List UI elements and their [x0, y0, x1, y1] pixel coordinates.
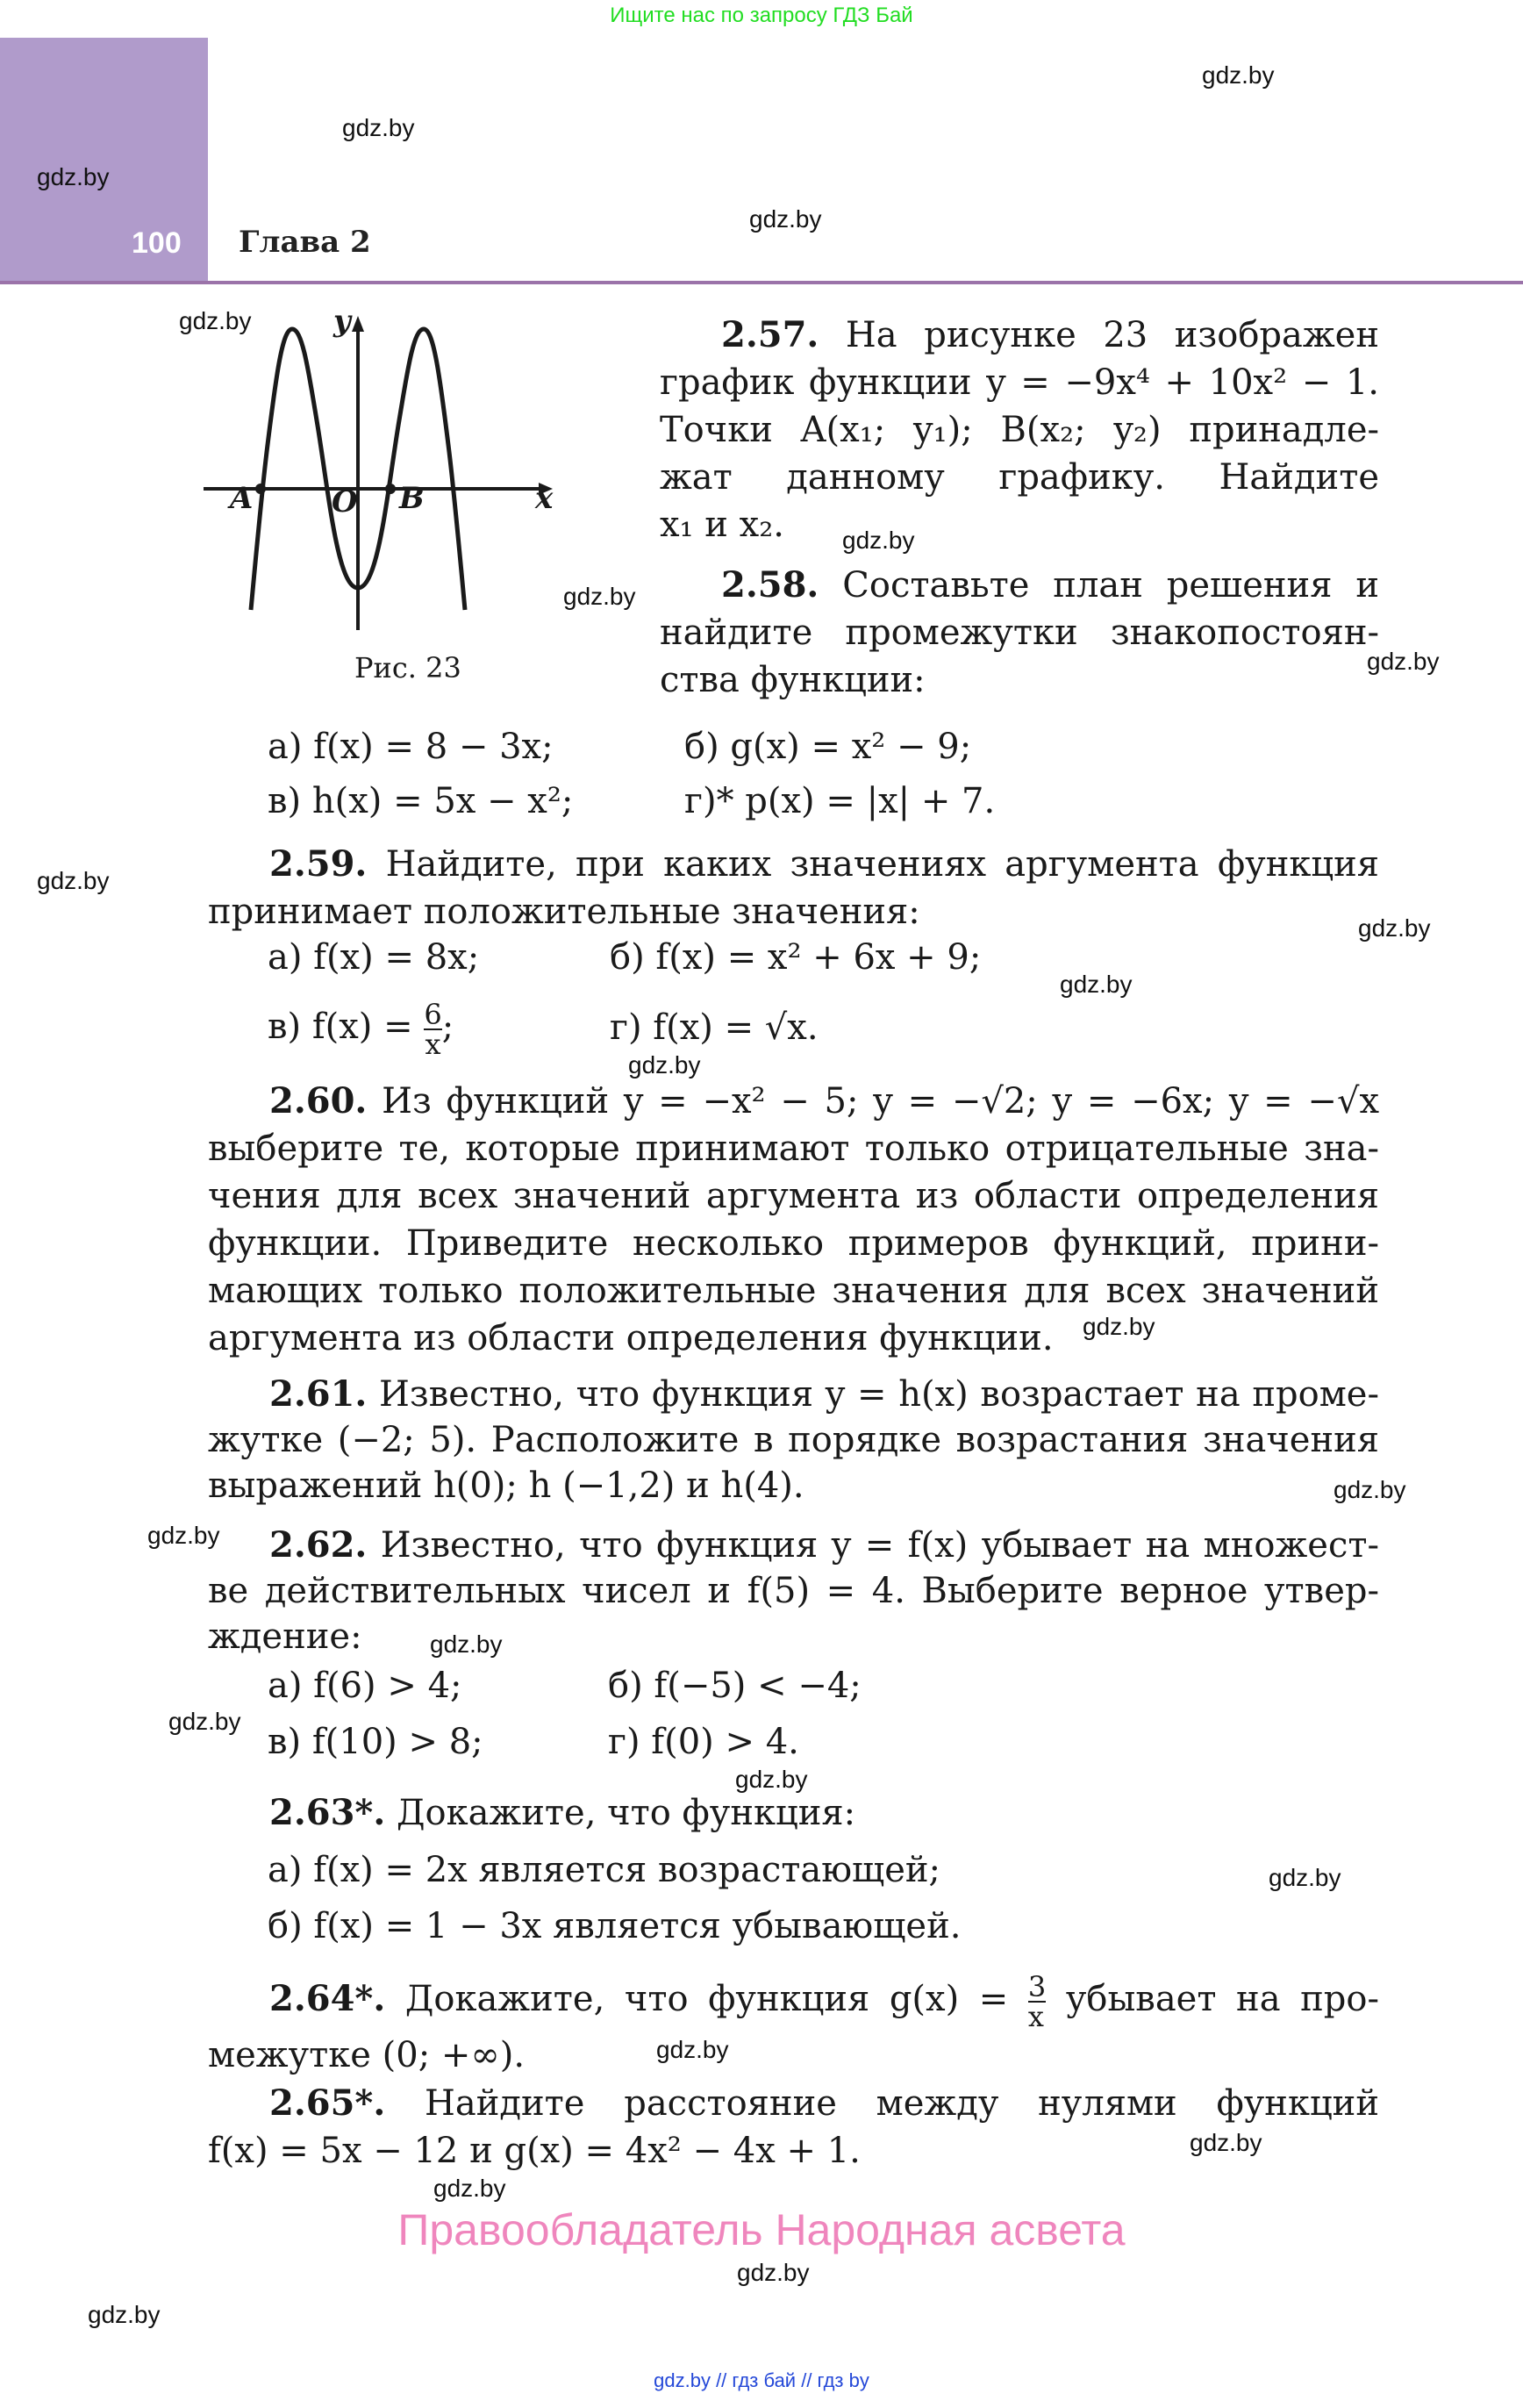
- problem-number: 2.59.: [269, 843, 368, 885]
- problem-text: Известно, что функция y = h(x) возрастает на проме-: [379, 1374, 1379, 1415]
- option-a: а) f(x) = 8 − 3x;: [268, 727, 554, 767]
- option-a: а) f(x) = 2x является возрастающей;: [268, 1850, 941, 1890]
- problem-text: убывает на про-: [1065, 1979, 1380, 2019]
- header-rule: [0, 281, 1523, 284]
- problem-2-62: [208, 1523, 1379, 1659]
- watermark: gdz.by: [1083, 1313, 1155, 1340]
- problem-2-61: [208, 1372, 1379, 1509]
- problem-number: 2.65*.: [269, 2082, 386, 2124]
- footer-links[interactable]: gdz.by // гдз бай // гдз by: [654, 2369, 869, 2391]
- fraction: $\frac{3}{x}$: [1027, 1970, 1047, 2033]
- option-b: б) f(−5) < −4;: [608, 1666, 862, 1706]
- problem-number: 2.57.: [721, 314, 819, 355]
- option-a: а) f(6) > 4;: [268, 1666, 462, 1706]
- watermark: gdz.by: [37, 867, 110, 894]
- option-b: б) g(x) = x² − 9;: [684, 727, 972, 767]
- problem-2-64: [208, 1970, 1380, 2080]
- problem-text: найдите промежутки знакопостоян-: [660, 613, 1379, 653]
- problem-text: Докажите, что функция g(x) =: [404, 1979, 1009, 2019]
- problem-text: На рисунке 23 изображен: [845, 315, 1379, 355]
- problem-2-59: [208, 841, 1379, 935]
- problem-2-57: [660, 312, 1379, 548]
- problem-text: аргумента из области определения функции.: [208, 1318, 1054, 1358]
- problem-text: мающих только положительные значения для всех значений: [208, 1271, 1379, 1311]
- fraction: $\frac{6}{x}$: [424, 998, 442, 1061]
- problem-text: чения для всех значений аргумента из области определения: [208, 1176, 1379, 1216]
- problem-text: жутке (−2; 5). Расположите в порядке возрастания значения: [208, 1420, 1379, 1460]
- problem-number: 2.60.: [269, 1080, 368, 1122]
- point-label-b: B: [399, 481, 425, 516]
- option-text: в) f(x) =: [268, 1007, 413, 1047]
- point-label-a: A: [230, 481, 254, 516]
- watermark: gdz.by: [735, 1766, 808, 1793]
- watermark: gdz.by: [168, 1708, 241, 1735]
- problem-text: функции. Приведите несколько примеров функций, прини-: [208, 1223, 1379, 1264]
- watermark: gdz.by: [842, 527, 915, 554]
- watermark: gdz.by: [628, 1051, 701, 1079]
- problem-text: график функции y = −9x⁴ + 10x² − 1.: [660, 362, 1379, 403]
- watermark: gdz.by: [179, 307, 252, 334]
- problem-number: 2.61.: [269, 1373, 368, 1415]
- watermark: gdz.by: [1269, 1864, 1341, 1891]
- axis-label-y: y: [333, 304, 351, 339]
- problem-text: Докажите, что функция:: [396, 1793, 856, 1833]
- problem-text: жат данному графику. Найдите: [660, 457, 1379, 498]
- problem-text: Известно, что функция y = f(x) убывает на множест-: [380, 1525, 1379, 1566]
- option-a: а) f(x) = 8x;: [268, 937, 480, 978]
- problem-number: 2.62.: [269, 1524, 368, 1566]
- option-g: г) f(x) = √x.: [610, 1007, 819, 1048]
- problem-text: принимает положительные значения:: [208, 892, 920, 932]
- option-v: в) h(x) = 5x − x²;: [268, 781, 574, 821]
- watermark: gdz.by: [737, 2259, 810, 2286]
- option-v: в) f(x) = $\frac{6}{x}$ ;: [268, 998, 454, 1061]
- option-b: б) f(x) = x² + 6x + 9;: [610, 937, 982, 978]
- watermark: gdz.by: [1367, 648, 1440, 675]
- problem-2-63: [269, 1792, 855, 1833]
- watermark: gdz.by: [563, 583, 636, 610]
- problem-text: Точки A(x₁; y₁); B(x₂; y₂) принадле-: [660, 410, 1379, 450]
- option-g: г) f(0) > 4.: [608, 1722, 799, 1762]
- problem-text: ве действительных чисел и f(5) = 4. Выберите верное утвер-: [208, 1571, 1379, 1611]
- problem-number: 2.58.: [721, 564, 819, 606]
- watermark: gdz.by: [656, 2036, 729, 2063]
- watermark: gdz.by: [342, 114, 415, 141]
- problem-2-58: [660, 562, 1379, 704]
- option-b: б) f(x) = 1 − 3x является убывающей.: [268, 1906, 962, 1946]
- page-number: 100: [132, 226, 182, 260]
- problem-text: выражений h(0); h (−1,2) и h(4).: [208, 1466, 804, 1506]
- watermark: gdz.by: [1060, 971, 1133, 998]
- problem-2-60: [208, 1078, 1379, 1362]
- problem-2-65: [208, 2080, 1379, 2175]
- option-v: в) f(10) > 8;: [268, 1722, 483, 1762]
- figure-caption: Рис. 23: [354, 651, 461, 684]
- problem-text: ства функции:: [660, 660, 926, 700]
- watermark: gdz.by: [1202, 61, 1275, 89]
- watermark: gdz.by: [1190, 2129, 1262, 2156]
- watermark: gdz.by: [433, 2175, 506, 2202]
- problem-text: выберите те, которые принимают только отрицательные зна-: [208, 1129, 1379, 1169]
- origin-label: O: [332, 484, 358, 520]
- problem-text: Найдите расстояние между нулями функций: [425, 2083, 1379, 2124]
- problem-text: ждение:: [208, 1616, 362, 1657]
- watermark: gdz.by: [147, 1522, 220, 1549]
- axis-label-x: x: [535, 481, 554, 516]
- problem-text: f(x) = 5x − 12 и g(x) = 4x² − 4x + 1.: [208, 2131, 861, 2171]
- problem-text: межутке (0; +∞).: [208, 2035, 526, 2075]
- option-g: г)* p(x) = |x| + 7.: [684, 781, 996, 821]
- problem-text: Составьте план решения и: [842, 565, 1379, 606]
- watermark: gdz.by: [430, 1630, 503, 1658]
- watermark: gdz.by: [37, 163, 110, 190]
- copyright-notice: Правообладатель Народная асвета: [397, 2205, 1126, 2254]
- watermark: gdz.by: [1358, 914, 1431, 942]
- problem-number: 2.64*.: [269, 1978, 386, 2019]
- watermark: gdz.by: [749, 205, 822, 233]
- search-banner: Ищите нас по запросу ГДЗ Бай: [610, 4, 913, 27]
- watermark: gdz.by: [88, 2301, 161, 2328]
- watermark: gdz.by: [1334, 1476, 1406, 1503]
- problem-number: 2.63*.: [269, 1792, 386, 1833]
- problem-text: x₁ и x₂.: [660, 505, 784, 545]
- problem-text: Из функций y = −x² − 5; y = −√2; y = −6x; y = −√x: [382, 1081, 1379, 1122]
- problem-text: Найдите, при каких значениях аргумента функция: [385, 844, 1379, 885]
- chapter-title: Глава 2: [239, 225, 371, 260]
